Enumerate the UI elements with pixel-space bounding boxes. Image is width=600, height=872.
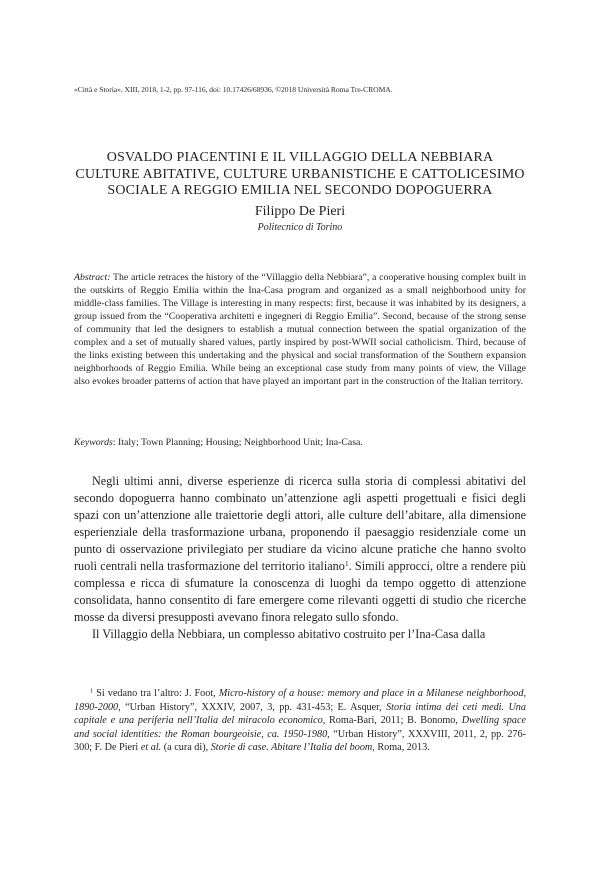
footnote-reference-1[interactable]: 1 — [344, 558, 349, 568]
footnote-1-et-al: et al. — [140, 742, 162, 754]
footnote-1-title-1: Micro-history of a house: memory and place in a Milanese neighborhood, 1890-2000 — [74, 688, 526, 713]
keywords — [74, 436, 526, 449]
abstract-text: The article retraces the history of the “Villaggio della Nebbiara”, a cooperative housing complex built in the outskirts of Reggio Emilia within the Ina-Casa program and organized as a small neighborhood unity for middle-class families. The Village is interesting in many respects: first, because it was inhabited by its designers, a group issued from the “Cooperativa architetti e ingegneri di Reggio Emilia”. Second, because of the strong sense of community that led the designers to establish a mutual connection between the spatial organization of the complex and a set of mutually shared values, partly inspired by post-WWII social catholicism. Third, because of the links existing between this undertaking and the physical and social transformation of the Southern expansion neighborhoods of Reggio Emilia. While being an exceptional case study from many points of view, the Village also evokes broader patterns of action that have played an important part in the construction of the Italian territory. — [74, 272, 526, 387]
footnote-1-text-6: , Roma, 2013. — [372, 742, 430, 754]
footnote-1-title-3: Dwelling space and social identities: the Roman bourgeoisie, ca. 1950-1980 — [74, 715, 526, 740]
running-head: «Città e Storia», XIII, 2018, 1-2, pp. 97-116, doi: 10.17426/68936, ©2018 Università Roma Tre-CROMA. — [74, 85, 393, 94]
keywords-label: Keywords — [74, 437, 113, 448]
article-title-line-2: CULTURE ABITATIVE, CULTURE URBANISTICHE E CATTOLICESIMO — [75, 166, 525, 182]
article-title-line-3: SOCIALE A REGGIO EMILIA NEL SECONDO DOPOGUERRA — [107, 183, 493, 199]
paragraph-1-text-b: . Simili approcci, oltre a rendere più complessa e ricca di sfumature la conoscenza di luoghi da tempo oggetto di attenzione consolidata, hanno consentito di fare emergere come rilevanti oggetti di studio che ricerche mosse da diversi presupposti avevano finora relegato sullo sfondo. — [74, 559, 527, 624]
article-header — [74, 150, 526, 234]
author-affiliation: Politecnico di Torino — [257, 221, 343, 233]
footnotes — [74, 687, 526, 755]
keywords-text: : Italy; Town Planning; Housing; Neighborhood Unit; Ina-Casa. — [112, 437, 363, 448]
footnote-1-text-3: , Roma-Bari, 2011; B. Bonomo, — [322, 715, 462, 727]
footnote-1-text-4: , “Urban History”, XXXVIII, 2011, 2, pp. 276-300; F. De Pieri — [74, 728, 526, 754]
paragraph-1-text-a: Negli ultimi anni, diverse esperienze di ricerca sulla storia di complessi abitativi del secondo dopoguerra hanno combinato un’attenzione agli aspetti progettuali e fisici degli spazi con un’attenzione alle traiettorie degli attori, alle culture dell’abitare, alla dimensione esperienziale della trasformazione urbana, proponendo il paesaggio residenziale come un punto di osservazione privilegiato per studiare da vicino alcune pratiche che hanno svolto ruoli centrali nella trasformazione del territorio italiano — [74, 474, 526, 573]
article-title-line-1: OSVALDO PIACENTINI E IL VILLAGGIO DELLA NEBBIARA — [106, 150, 494, 165]
footnote-1 — [74, 687, 526, 755]
article-body — [74, 473, 526, 643]
abstract — [74, 271, 526, 388]
footnote-1-text-2: , “Urban History”, XXXIV, 2007, 3, pp. 431-453; E. Asquer, — [118, 701, 387, 713]
footnote-1-title-4: Storie di case. Abitare l’Italia del boom — [210, 742, 373, 754]
footnote-1-title-2: Storia intima dei ceti medi. Una capitale e una periferia nell’Italia del miracolo economico — [74, 701, 526, 727]
footnote-1-text-1: Si vedano tra l’altro: J. Foot, — [93, 688, 219, 699]
body-paragraph-2: Il Villaggio della Nebbiara, un complesso abitativo costruito per l’Ina-Casa dalla — [92, 627, 486, 641]
abstract-label: Abstract: — [74, 272, 111, 283]
body-paragraph-1 — [74, 473, 526, 626]
footnote-1-text-5: (a cura di), — [161, 742, 211, 754]
author-name: Filippo De Pieri — [254, 203, 346, 219]
footnote-1-marker: 1 — [90, 687, 94, 695]
